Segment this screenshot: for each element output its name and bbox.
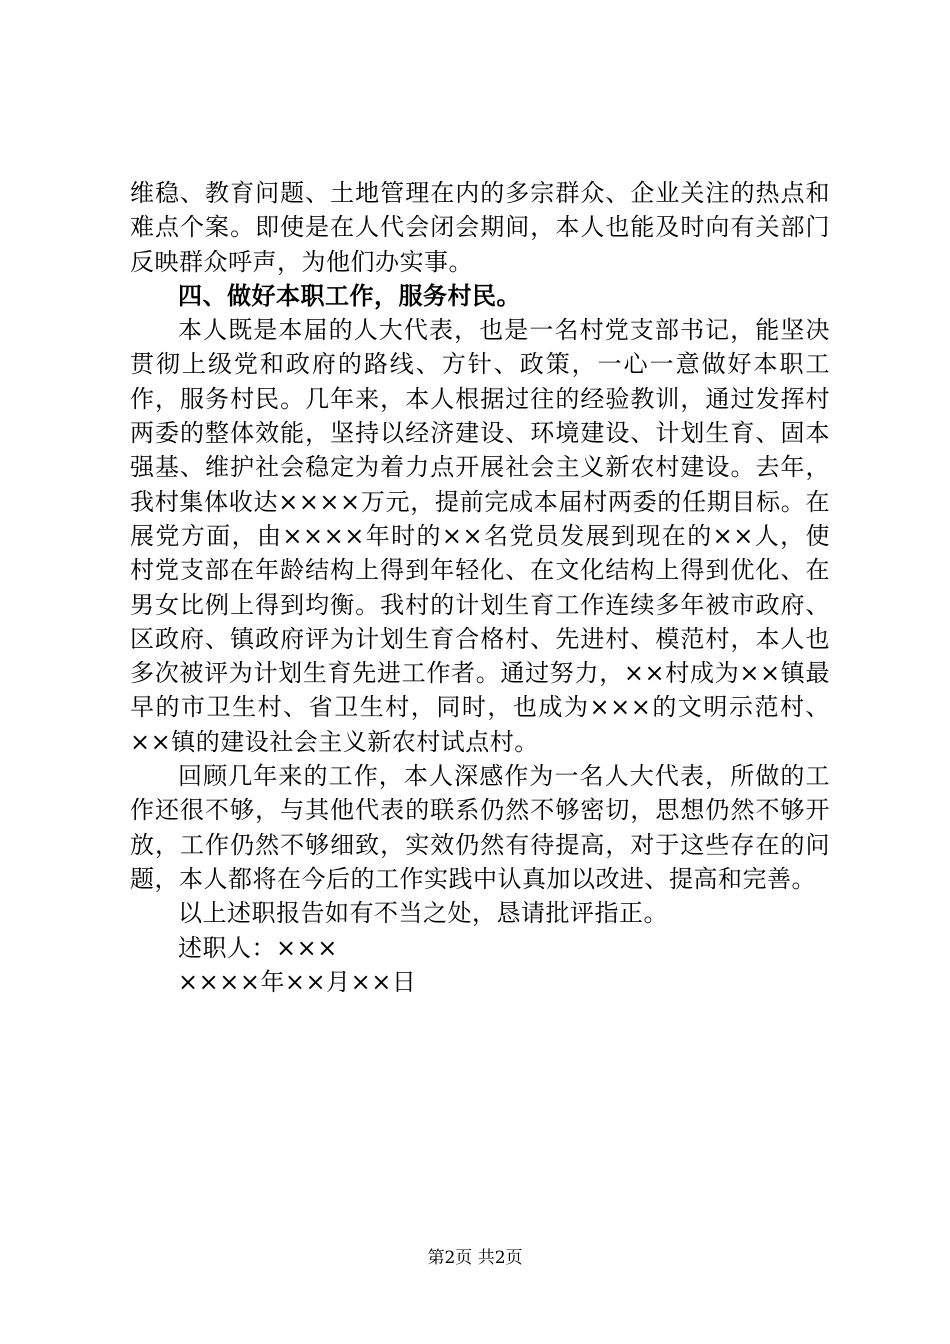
page-footer: [0, 1243, 950, 1268]
document-body: [130, 176, 830, 999]
page-indicator: 第2页 共2页: [427, 1248, 523, 1268]
signature-line: 述职人：×××: [178, 933, 338, 962]
paragraph-review: 回顾几年来的工作，本人深感作为一名人大代表，所做的工作还很不够，与其他代表的联系仍然不够密切，思想仍然不够开放，工作仍然不够细致，实效仍然有待提高，对于这些存在的问题，本人都将在今后的工作实践中认真加以改进、提高和完善。: [130, 762, 830, 893]
date-line: ××××年××月××日: [178, 967, 417, 996]
paragraph-continuation: 维稳、教育问题、土地管理在内的多宗群众、企业关注的热点和难点个案。即使是在人代会闭会期间，本人也能及时向有关部门反映群众呼声，为他们办实事。: [130, 179, 830, 276]
paragraph-work: 本人既是本届的人大代表，也是一名村党支部书记，能坚决贯彻上级党和政府的路线、方针、政策，一心一意做好本职工作，服务村民。几年来，本人根据过往的经验教训，通过发挥村两委的整体效能，坚持以经济建设、环境建设、计划生育、固本强基、维护社会稳定为着力点开展社会主义新农村建设。去年，我村集体收达××××万元，提前完成本届村两委的任期目标。在展党方面，由××××年时的××名党员发展到现在的××人，使村党支部在年龄结构上得到年轻化、在文化结构上得到优化、在男女比例上得到均衡。我村的计划生育工作连续多年被市政府、区政府、镇政府评为计划生育合格村、先进村、模范村，本人也多次被评为计划生育先进工作者。通过努力，××村成为××镇最早的市卫生村、省卫生村，同时，也成为×××的文明示范村、××镇的建设社会主义新农村试点村。: [130, 316, 830, 756]
section-heading: 四、做好本职工作，服务村民。: [178, 281, 521, 310]
closing-line: 以上述职报告如有不当之处，恳请批评指正。: [178, 899, 668, 928]
